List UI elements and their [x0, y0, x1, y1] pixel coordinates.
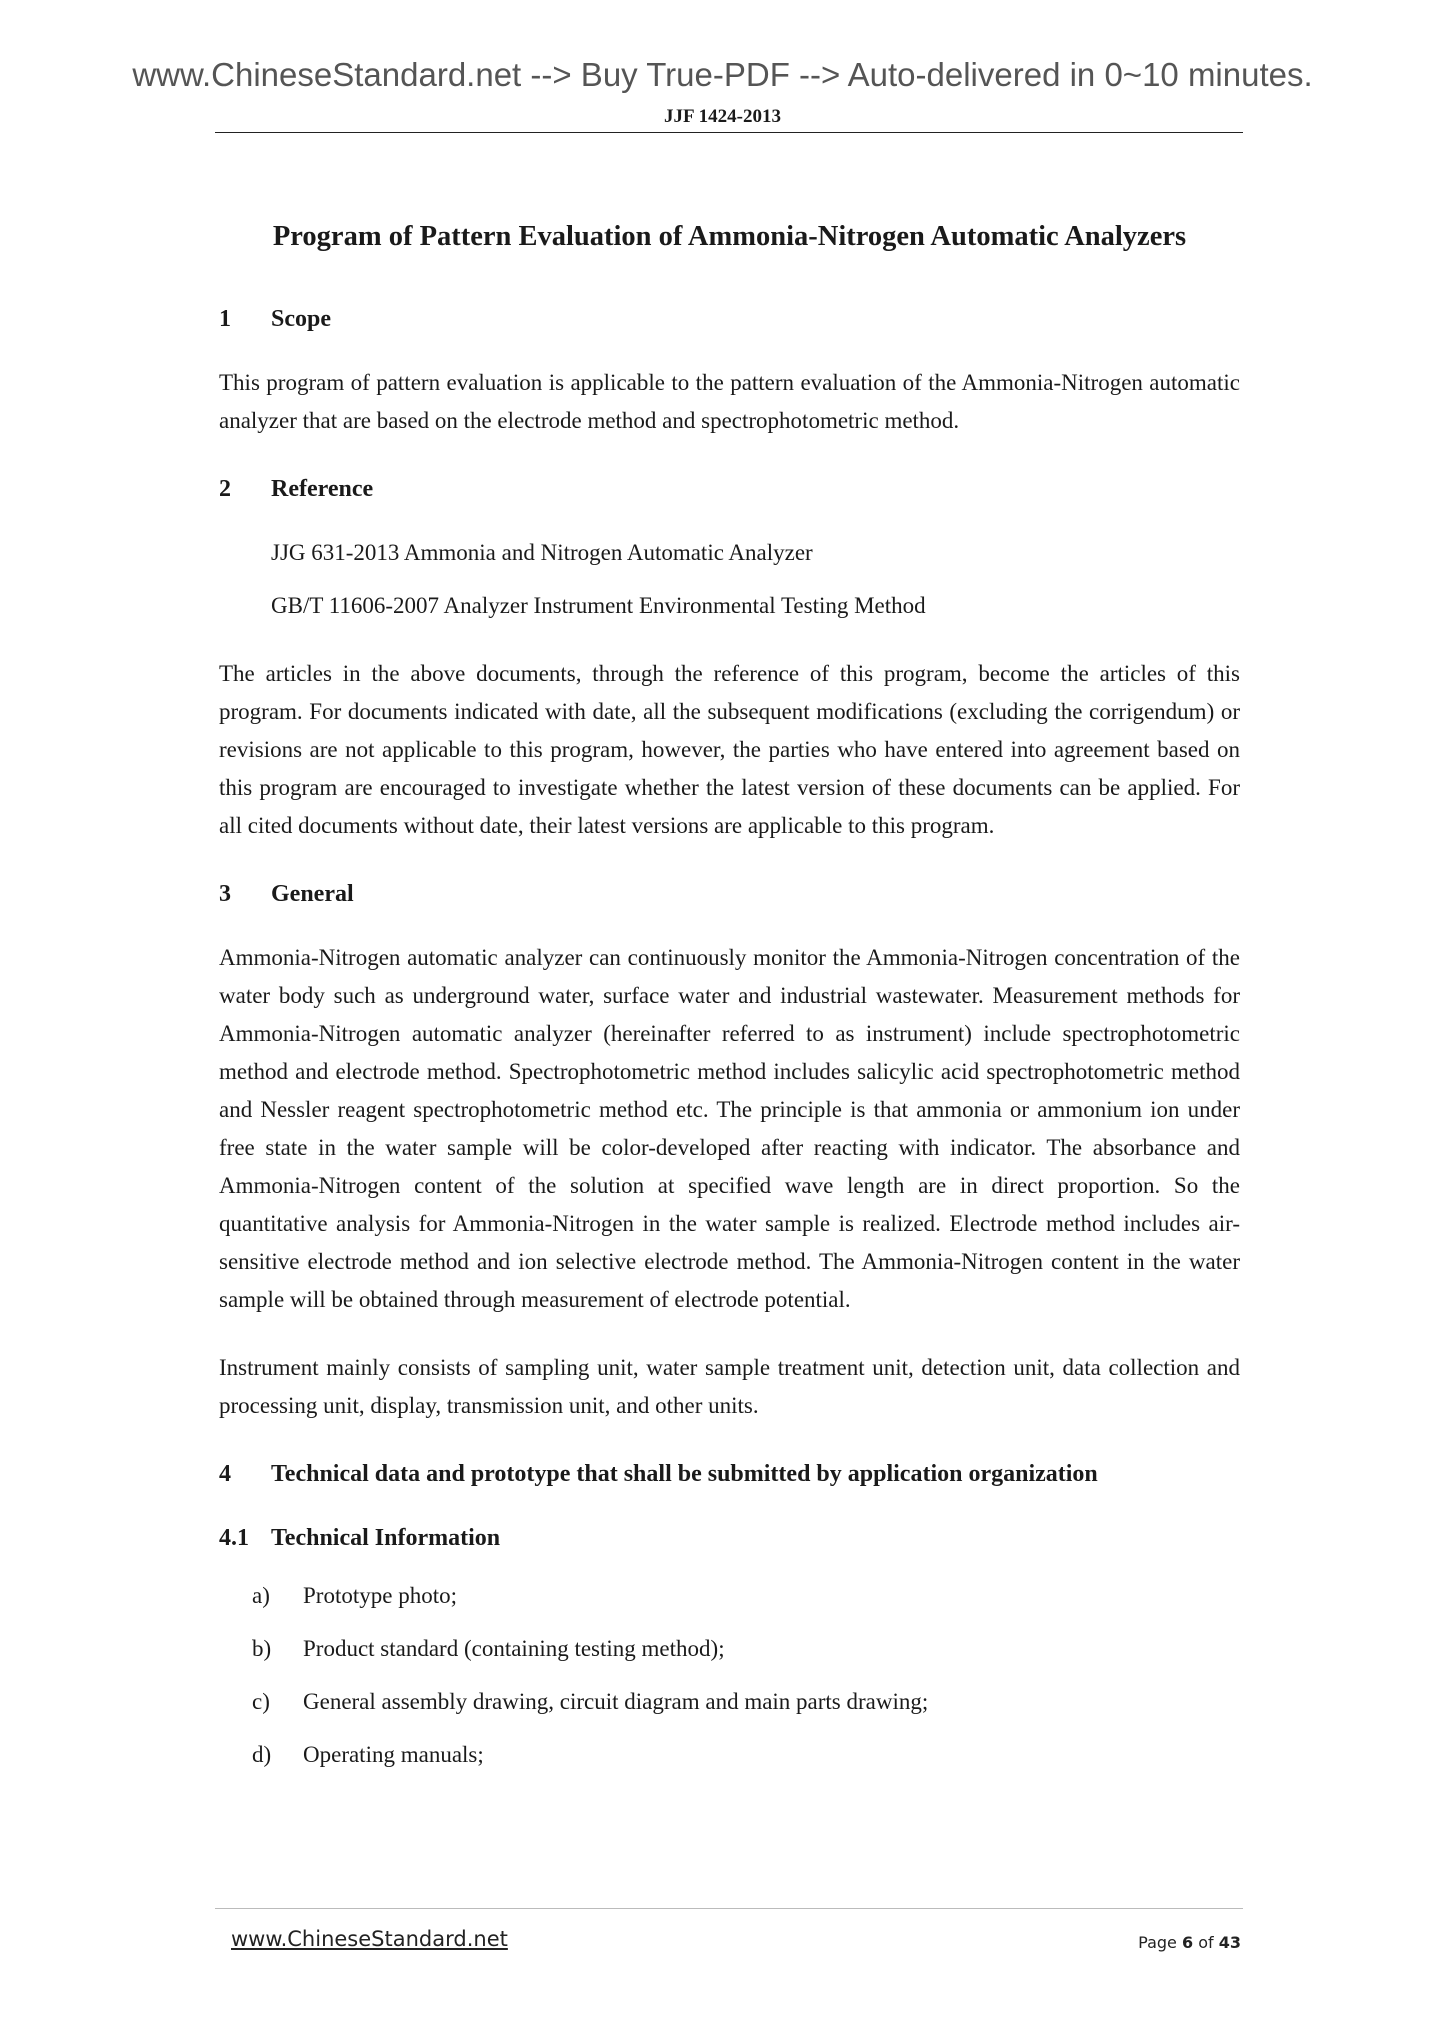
section-title: General	[271, 881, 354, 907]
footer-website-link[interactable]: www.ChineseStandard.net	[231, 1927, 508, 1951]
section-number: 1	[219, 306, 231, 332]
reference-item: GB/T 11606-2007 Analyzer Instrument Environmental Testing Method	[271, 593, 926, 618]
page-current: 6	[1181, 1933, 1194, 1952]
document-title: Program of Pattern Evaluation of Ammonia-Nitrogen Automatic Analyzers	[272, 221, 1187, 252]
list-item	[219, 1577, 1240, 1615]
list-item-text: General assembly drawing, circuit diagram and main parts drawing;	[303, 1689, 929, 1714]
list-marker: c)	[252, 1689, 270, 1714]
header-divider	[215, 132, 1243, 133]
section-heading-general	[219, 875, 1240, 913]
list-item	[219, 1736, 1240, 1774]
footer-divider	[215, 1908, 1243, 1909]
list-marker: b)	[252, 1636, 272, 1661]
paragraph: Ammonia-Nitrogen automatic analyzer can continuously monitor the Ammonia-Nitrogen concentration of the water body such as underground water, surface water and industrial wastewater. Measurement methods for Ammonia-Nitrogen automatic analyzer (hereinafter referred to as instrument) include spectrophotometric method and electrode method. Spectrophotometric method includes salicylic acid spectrophotometric method and Nessler reagent spectrophotometric method etc. The principle is that ammonia or ammonium ion under free state in the water sample will be color-developed after reacting with indicator. The absorbance and Ammonia-Nitrogen content of the solution at specified wave length are in direct proportion. So the quantitative analysis for Ammonia-Nitrogen in the water sample is realized. Electrode method includes air-sensitive electrode method and ion selective electrode method. The Ammonia-Nitrogen content in the water sample will be obtained through measurement of electrode potential.	[219, 945, 1240, 1312]
list-item-text: Operating manuals;	[303, 1742, 484, 1767]
section-heading-reference	[219, 470, 1240, 508]
paragraph: This program of pattern evaluation is applicable to the pattern evaluation of the Ammonia-Nitrogen automatic analyzer that are based on the electrode method and spectrophotometric method.	[219, 370, 1240, 433]
list-item	[219, 1683, 1240, 1721]
paragraph: The articles in the above documents, through the reference of this program, become the articles of this program. For documents indicated with date, all the subsequent modifications (excluding the corrigendum) or revisions are not applicable to this program, however, the parties who have entered into agreement based on this program are encouraged to investigate whether the latest version of these documents can be applied. For all cited documents without date, their latest versions are applicable to this program.	[219, 661, 1240, 838]
reference-list	[271, 534, 1240, 625]
subsection-heading-technical-information	[219, 1519, 1240, 1557]
list-item-text: Product standard (containing testing method);	[303, 1636, 725, 1661]
list-marker: a)	[252, 1583, 270, 1608]
page-of-label: of	[1198, 1933, 1214, 1952]
section-number: 2	[219, 476, 231, 502]
section-title: Scope	[271, 306, 331, 332]
section-heading-technical-data	[219, 1455, 1240, 1493]
standard-code: JJF 1424-2013	[664, 106, 781, 127]
list-item-text: Prototype photo;	[303, 1583, 457, 1608]
page-total: 43	[1218, 1933, 1241, 1952]
section-title: Technical Information	[271, 1525, 501, 1551]
list-item	[219, 1630, 1240, 1668]
document-body	[219, 218, 1240, 1789]
technical-info-list	[219, 1577, 1240, 1774]
section-number: 4.1	[219, 1525, 249, 1551]
reference-item: JJG 631-2013 Ammonia and Nitrogen Automatic Analyzer	[271, 540, 813, 565]
page-indicator	[1138, 1933, 1241, 1952]
section-title: Technical data and prototype that shall be submitted by application organization	[271, 1461, 1098, 1487]
page-label: Page	[1138, 1933, 1177, 1952]
banner-link-text[interactable]: www.ChineseStandard.net --> Buy True-PDF --> Auto-delivered in 0~10 minutes.	[132, 56, 1313, 93]
section-number: 3	[219, 881, 231, 907]
section-title: Reference	[271, 476, 374, 502]
section-number: 4	[219, 1461, 231, 1487]
list-marker: d)	[252, 1742, 272, 1767]
paragraph: Instrument mainly consists of sampling unit, water sample treatment unit, detection unit, data collection and processing unit, display, transmission unit, and other units.	[219, 1355, 1240, 1418]
section-heading-scope	[219, 300, 1240, 338]
